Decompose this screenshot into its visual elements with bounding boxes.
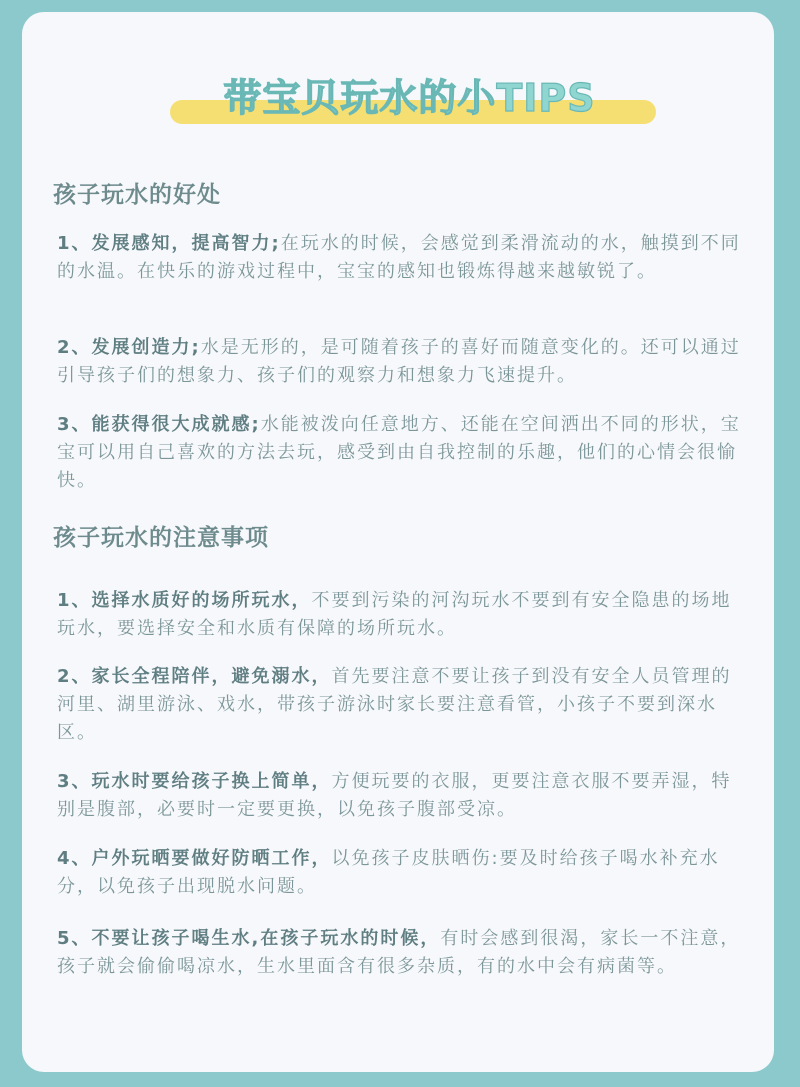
benefit-item-2-text: 水是无形的，是可随着孩子的喜好而随意变化的。还可以通过引导孩子们的想象力、孩子们的观察力和想象力飞速提升。 xyxy=(57,337,741,386)
benefit-item-1-lead: 1、发展感知，提高智力; xyxy=(57,233,281,254)
precaution-item-4-lead: 4、户外玩晒要做好防晒工作， xyxy=(57,848,332,869)
precaution-item-5-text: 有时会感到很渴，家长一不注意，孩子就会偷偷喝凉水，生水里面含有很多杂质，有的水中会有病菌等。 xyxy=(57,928,741,977)
benefit-item-1-text: 在玩水的时候，会感觉到柔滑流动的水，触摸到不同的水温。在快乐的游戏过程中，宝宝的感知也锻炼得越来越敏锐了。 xyxy=(57,233,741,282)
benefit-item-3-lead: 3、能获得很大成就感; xyxy=(57,414,261,435)
precaution-item-5 xyxy=(57,925,747,981)
precaution-item-4 xyxy=(57,845,747,901)
benefit-item-2 xyxy=(57,334,747,390)
precaution-item-1-text: 不要到污染的河沟玩水不要到有安全隐患的场地玩水，要选择安全和水质有保障的场所玩水。 xyxy=(57,590,732,639)
precaution-item-1 xyxy=(57,587,747,643)
benefits-heading: 孩子玩水的好处 xyxy=(53,182,221,208)
precaution-item-3-lead: 3、玩水时要给孩子换上简单， xyxy=(57,771,332,792)
benefit-item-3-text: 水能被泼向任意地方、还能在空间洒出不同的形状，宝宝可以用自己喜欢的方法去玩，感受到由自我控制的乐趣，他们的心情会很愉快。 xyxy=(57,414,741,491)
precaution-item-1-lead: 1、选择水质好的场所玩水， xyxy=(57,590,312,611)
precautions-heading: 孩子玩水的注意事项 xyxy=(53,525,269,551)
benefit-item-2-lead: 2、发展创造力; xyxy=(57,337,201,358)
precaution-item-3-text: 方便玩要的衣服，更要注意衣服不要弄湿，特别是腹部，必要时一定要更换，以免孩子腹部受凉。 xyxy=(57,771,732,820)
precaution-item-3 xyxy=(57,768,747,824)
precaution-item-5-lead: 5、不要让孩子喝生水,在孩子玩水的时候， xyxy=(57,928,441,949)
precaution-item-4-text: 以免孩子皮肤晒伤:要及时给孩子喝水补充水分，以免孩子出现脱水问题。 xyxy=(57,848,720,897)
title-banner xyxy=(162,70,657,132)
page-title: 带宝贝玩水的小TIPS xyxy=(223,76,596,120)
benefit-item-3 xyxy=(57,411,747,495)
precaution-item-2-text: 首先要注意不要让孩子到没有安全人员管理的河里、湖里游泳、戏水，带孩子游泳时家长要注意看管，小孩子不要到深水区。 xyxy=(57,666,732,743)
precaution-item-2-lead: 2、家长全程陪伴，避免溺水， xyxy=(57,666,332,687)
precaution-item-2 xyxy=(57,663,747,747)
benefit-item-1 xyxy=(57,230,747,286)
